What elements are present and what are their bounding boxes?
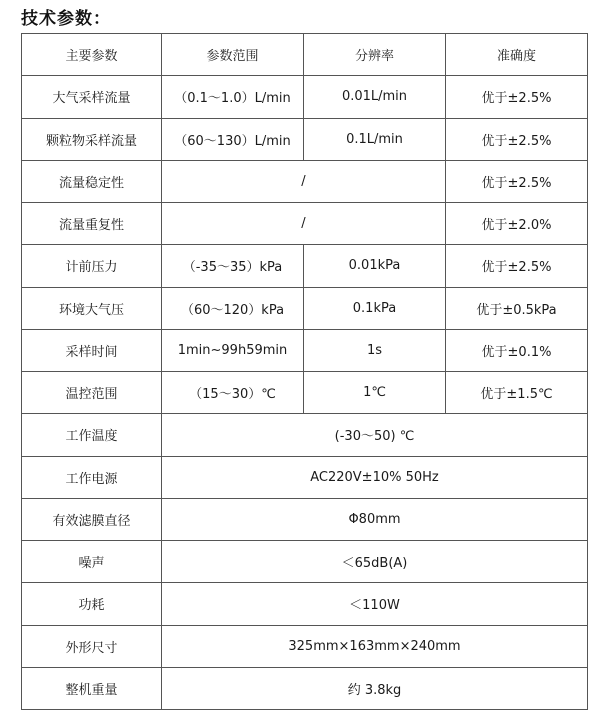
param-name-cell: 大气采样流量: [22, 76, 162, 118]
table-row: [22, 245, 588, 287]
param-accuracy-cell: 优于±2.0%: [446, 203, 588, 245]
param-value-cell: (-30～50) ℃: [162, 414, 588, 456]
table-row: [22, 160, 588, 202]
table-row: [22, 498, 588, 540]
param-resolution-cell: 1℃: [304, 372, 446, 414]
param-merged-cell: /: [162, 203, 446, 245]
table-row: [22, 456, 588, 498]
param-resolution-cell: 0.01L/min: [304, 76, 446, 118]
param-name-cell: 有效滤膜直径: [22, 498, 162, 540]
param-name-cell: 流量重复性: [22, 203, 162, 245]
table-row: [22, 287, 588, 329]
param-name-cell: 流量稳定性: [22, 160, 162, 202]
table-header-row: [22, 34, 588, 76]
param-accuracy-cell: 优于±2.5%: [446, 245, 588, 287]
table-row: [22, 76, 588, 118]
param-name-cell: 整机重量: [22, 667, 162, 709]
header-cell: 参数范围: [162, 34, 304, 76]
param-range-cell: （60～120）kPa: [162, 287, 304, 329]
param-value-cell: ＜110W: [162, 583, 588, 625]
param-merged-cell: /: [162, 160, 446, 202]
param-range-cell: （15～30）℃: [162, 372, 304, 414]
param-name-cell: 工作温度: [22, 414, 162, 456]
spec-table: [21, 33, 588, 710]
table-row: [22, 667, 588, 709]
param-name-cell: 功耗: [22, 583, 162, 625]
table-row: [22, 541, 588, 583]
header-cell: 准确度: [446, 34, 588, 76]
param-range-cell: 1min~99h59min: [162, 329, 304, 371]
param-resolution-cell: 0.1kPa: [304, 287, 446, 329]
section-title: 技术参数：: [21, 9, 111, 29]
param-accuracy-cell: 优于±2.5%: [446, 118, 588, 160]
param-name-cell: 温控范围: [22, 372, 162, 414]
table-row: [22, 372, 588, 414]
param-resolution-cell: 0.1L/min: [304, 118, 446, 160]
table-row: [22, 329, 588, 371]
param-accuracy-cell: 优于±0.5kPa: [446, 287, 588, 329]
param-name-cell: 外形尺寸: [22, 625, 162, 667]
param-value-cell: ＜65dB(A): [162, 541, 588, 583]
param-name-cell: 环境大气压: [22, 287, 162, 329]
param-range-cell: （60～130）L/min: [162, 118, 304, 160]
param-value-cell: 325mm×163mm×240mm: [162, 625, 588, 667]
param-resolution-cell: 1s: [304, 329, 446, 371]
header-cell: 分辨率: [304, 34, 446, 76]
param-accuracy-cell: 优于±0.1%: [446, 329, 588, 371]
param-range-cell: （0.1～1.0）L/min: [162, 76, 304, 118]
param-name-cell: 计前压力: [22, 245, 162, 287]
param-value-cell: AC220V±10% 50Hz: [162, 456, 588, 498]
table-row: [22, 625, 588, 667]
table-row: [22, 203, 588, 245]
param-accuracy-cell: 优于±2.5%: [446, 76, 588, 118]
param-value-cell: 约 3.8kg: [162, 667, 588, 709]
param-name-cell: 采样时间: [22, 329, 162, 371]
table-row: [22, 118, 588, 160]
param-range-cell: （-35～35）kPa: [162, 245, 304, 287]
header-cell: 主要参数: [22, 34, 162, 76]
param-accuracy-cell: 优于±1.5℃: [446, 372, 588, 414]
param-accuracy-cell: 优于±2.5%: [446, 160, 588, 202]
table-row: [22, 414, 588, 456]
param-value-cell: Φ80mm: [162, 498, 588, 540]
param-name-cell: 颗粒物采样流量: [22, 118, 162, 160]
table-row: [22, 583, 588, 625]
param-name-cell: 噪声: [22, 541, 162, 583]
param-name-cell: 工作电源: [22, 456, 162, 498]
param-resolution-cell: 0.01kPa: [304, 245, 446, 287]
